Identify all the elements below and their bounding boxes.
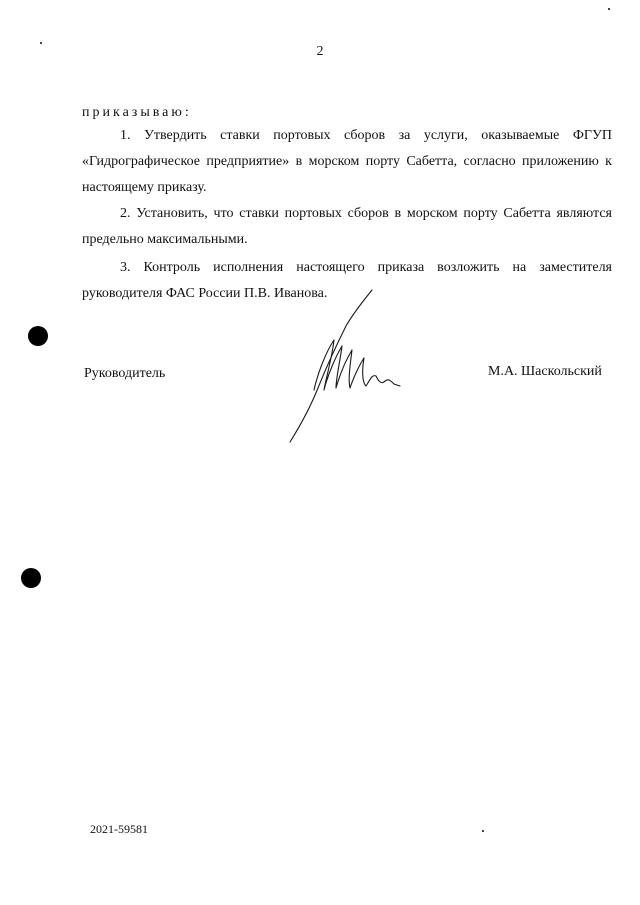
scan-speck [608,8,610,10]
binder-hole [21,568,41,588]
binder-hole [28,326,48,346]
signer-name: М.А. Шаскольский [488,364,602,379]
decree-heading: приказываю: [82,105,192,120]
scan-speck [482,830,484,832]
scan-speck [40,42,42,44]
document-number: 2021-59581 [90,822,148,836]
decree-item-2: 2. Установить, что ставки портовых сборов в морском порту Сабетта являются предельно максимальными. [82,206,612,247]
handwritten-signature [280,286,410,446]
signer-title: Руководитель [84,366,166,381]
decree-item-3: 3. Контроль исполнения настоящего приказа возложить на заместителя руководителя ФАС России П.В. Иванова. [82,260,612,301]
decree-item-1: 1. Утвердить ставки портовых сборов за услуги, оказываемые ФГУП «Гидрографическое предприятие» в морском порту Сабетта, согласно приложению к настоящему приказу. [82,128,612,195]
page-number: 2 [316,44,324,59]
